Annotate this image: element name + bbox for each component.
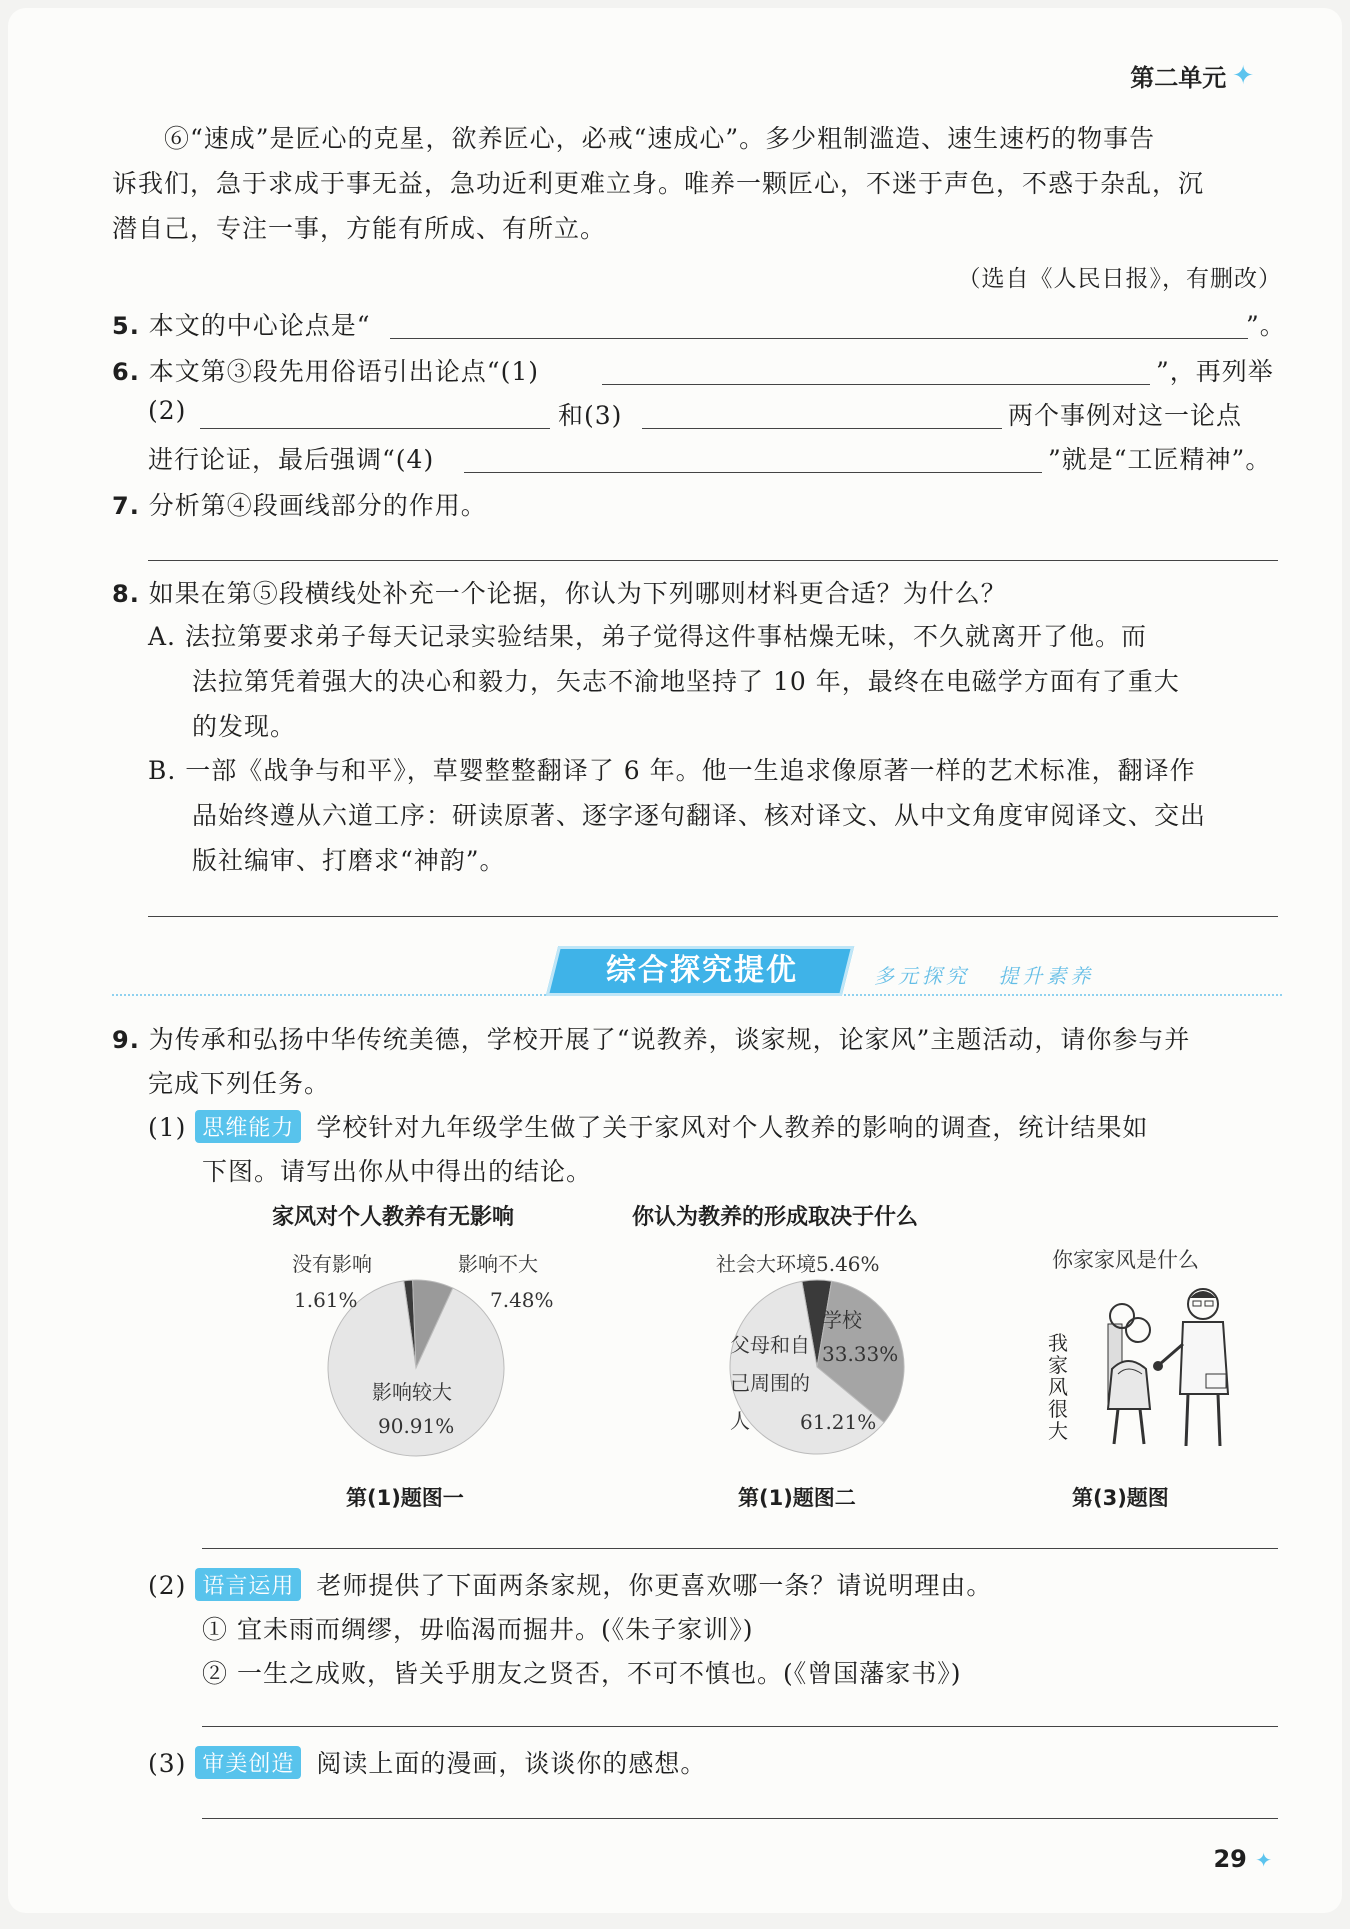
answer-line-q6-4[interactable] xyxy=(464,472,1042,473)
chart-1-label: 影响不大 xyxy=(458,1252,538,1276)
option-a xyxy=(148,614,1288,749)
answer-line-q9-2[interactable] xyxy=(202,1726,1278,1727)
answer-line-q8[interactable] xyxy=(148,916,1278,917)
question-9 xyxy=(112,1020,1190,1056)
question-number: 6. xyxy=(112,358,140,386)
subquestion-2 xyxy=(148,1566,992,1602)
option-line: B. 一部《战争与和平》，草婴整整翻译了 6 年。他一生追求像原著一样的艺术标准，翻译作 xyxy=(148,756,1196,785)
question-text: 为传承和弘扬中华传统美德，学校开展了“说教养，谈家规，论家风”主题活动，请你参与并 xyxy=(148,1025,1191,1054)
banner-title: 综合探究提优 xyxy=(606,953,798,988)
question-7 xyxy=(112,486,487,522)
chart-1-value: 7.48% xyxy=(490,1288,554,1312)
question-5 xyxy=(112,306,371,342)
chart-2-value: 61.21% xyxy=(800,1410,877,1434)
question-text: 和(3) xyxy=(558,401,623,430)
chart-1-title: 家风对个人教养有无影响 xyxy=(272,1205,515,1230)
banner-sub-2: 提升素养 xyxy=(998,964,1095,988)
passage-line: 诉我们，急于求成于事无益，急功近利更难立身。唯养一颗匠心，不迷于声色，不惑于杂乱，沉 xyxy=(112,169,1205,198)
sparkle-icon: ✦ xyxy=(1232,60,1254,91)
chart-1-value: 1.61% xyxy=(294,1288,358,1312)
skill-tag: 审美创造 xyxy=(195,1746,301,1779)
cartoon-reply-char: 我 xyxy=(1048,1331,1068,1355)
chart-2-label: 学校 xyxy=(822,1308,862,1332)
chart-2-label: 父母和自己周围的人 xyxy=(730,1333,810,1433)
page-number-text: 29 xyxy=(1213,1845,1247,1873)
option-b xyxy=(148,748,1288,883)
subquestion-text: 学校针对九年级学生做了关于家风对个人教养的影响的调查，统计结果如 xyxy=(316,1113,1149,1142)
subquestion-text: 老师提供了下面两条家规，你更喜欢哪一条？请说明理由。 xyxy=(316,1571,993,1600)
unit-title: 第二单元 xyxy=(1130,64,1227,92)
answer-line-q6-1[interactable] xyxy=(602,384,1150,385)
question-text: 两个事例对这一论点 xyxy=(1008,401,1243,430)
option-line: 品始终遵从六道工序：研读原著、逐字逐句翻译、核对译文、从中文角度审阅译文、交出 xyxy=(192,801,1207,830)
question-8 xyxy=(112,574,1007,610)
subquestion-3 xyxy=(148,1744,706,1780)
cartoon-reply-char: 大 xyxy=(1048,1419,1068,1443)
banner-sub-1: 多元探究 xyxy=(874,964,970,988)
passage-line: 潜自己，专注一事，方能有所成、有所立。 xyxy=(112,214,607,243)
chart-2-title: 你认为教养的形成取决于什么 xyxy=(632,1205,919,1230)
question-text: 进行论证，最后强调“(4) xyxy=(148,445,435,474)
chart-1-caption: 第(1)题图一 xyxy=(346,1486,464,1510)
sparkle-icon: ✦ xyxy=(1255,1848,1272,1872)
chart-2-caption: 第(1)题图二 xyxy=(738,1486,856,1510)
answer-line-q6-2[interactable] xyxy=(200,428,550,429)
option-line: 法拉第凭着强大的决心和毅力，矢志不渝地坚持了 10 年，最终在电磁学方面有了重大 xyxy=(192,667,1180,696)
question-text: ”就是“工匠精神”。 xyxy=(1048,445,1272,474)
skill-tag: 语言运用 xyxy=(195,1568,301,1601)
question-text: 本文的中心论点是“ xyxy=(148,311,371,340)
question-text-end: ”。 xyxy=(1246,311,1286,340)
family-rule-1: ① 宜未雨而绸缪，毋临渴而掘井。(《朱子家训》) xyxy=(202,1615,754,1644)
chart-2-label xyxy=(716,1248,880,1277)
passage-line: ⑥“速成”是匠心的克星，欲养匠心，必戒“速成心”。多少粗制滥造、速生速朽的物事告 xyxy=(164,124,1156,153)
answer-line-q7[interactable] xyxy=(148,560,1278,561)
answer-line-q9-3[interactable] xyxy=(202,1818,1278,1819)
page-number xyxy=(1213,1845,1272,1873)
option-line: 的发现。 xyxy=(192,712,297,741)
cartoon-reply xyxy=(1048,1332,1070,1442)
subquestion-number: (3) xyxy=(148,1749,187,1778)
chart-1-label: 影响较大 xyxy=(372,1380,452,1404)
answer-line-q6-3[interactable] xyxy=(642,428,1002,429)
cartoon-reply-char: 家 xyxy=(1048,1353,1068,1377)
passage-paragraph-6 xyxy=(112,116,1282,251)
question-number: 9. xyxy=(112,1026,140,1054)
cartoon-reply-char: 很 xyxy=(1048,1397,1068,1421)
subquestion-text: 阅读上面的漫画，谈谈你的感想。 xyxy=(316,1749,707,1778)
question-text: 本文第③段先用俗语引出论点“(1) xyxy=(148,357,539,386)
question-text: 分析第④段画线部分的作用。 xyxy=(148,491,487,520)
subquestion-number: (1) xyxy=(148,1113,187,1142)
question-number: 8. xyxy=(112,580,140,608)
question-6 xyxy=(112,352,539,388)
banner-subtitle xyxy=(874,960,1094,989)
answer-line-q9-1[interactable] xyxy=(202,1548,1278,1549)
question-text: 如果在第⑤段横线处补充一个论据，你认为下列哪则材料更合适？为什么？ xyxy=(148,579,1007,608)
chart-1-value: 90.91% xyxy=(378,1414,455,1438)
answer-line-q5[interactable] xyxy=(390,338,1248,339)
option-line: 版社编审、打磨求“神韵”。 xyxy=(192,846,506,875)
chart-2-label-text: 社会大环境 xyxy=(716,1252,816,1276)
cartoon-speech: 你家家风是什么 xyxy=(1052,1248,1199,1272)
cartoon-drawing xyxy=(1078,1274,1268,1454)
cartoon xyxy=(1038,1244,1268,1454)
section-banner xyxy=(112,946,1282,996)
option-line: A. 法拉第要求弟子每天记录实验结果，弟子觉得这件事枯燥无味，不久就离开了他。而 xyxy=(148,622,1147,651)
subquestion-number: (2) xyxy=(148,1571,187,1600)
question-number: 5. xyxy=(112,312,140,340)
question-text: 完成下列任务。 xyxy=(148,1069,331,1098)
family-rule-2: ② 一生之成败，皆关乎朋友之贤否，不可不慎也。(《曾国藩家书》) xyxy=(202,1659,962,1688)
chart-2-value: 5.46% xyxy=(816,1252,880,1276)
cartoon-caption: 第(3)题图 xyxy=(1072,1486,1169,1510)
cartoon-reply-char: 风 xyxy=(1048,1375,1068,1399)
passage-source: （选自《人民日报》，有删改） xyxy=(957,266,1282,292)
subquestion-1 xyxy=(148,1108,1148,1144)
chart-2-value: 33.33% xyxy=(822,1342,899,1366)
question-text: ”，再列举 xyxy=(1156,357,1274,386)
workbook-page xyxy=(8,8,1342,1913)
question-text: (2) xyxy=(148,396,187,425)
question-number: 7. xyxy=(112,492,140,520)
chart-1-label: 没有影响 xyxy=(292,1252,372,1276)
subquestion-text: 下图。请写出你从中得出的结论。 xyxy=(202,1157,593,1186)
skill-tag: 思维能力 xyxy=(195,1110,301,1143)
unit-header xyxy=(1130,58,1254,93)
